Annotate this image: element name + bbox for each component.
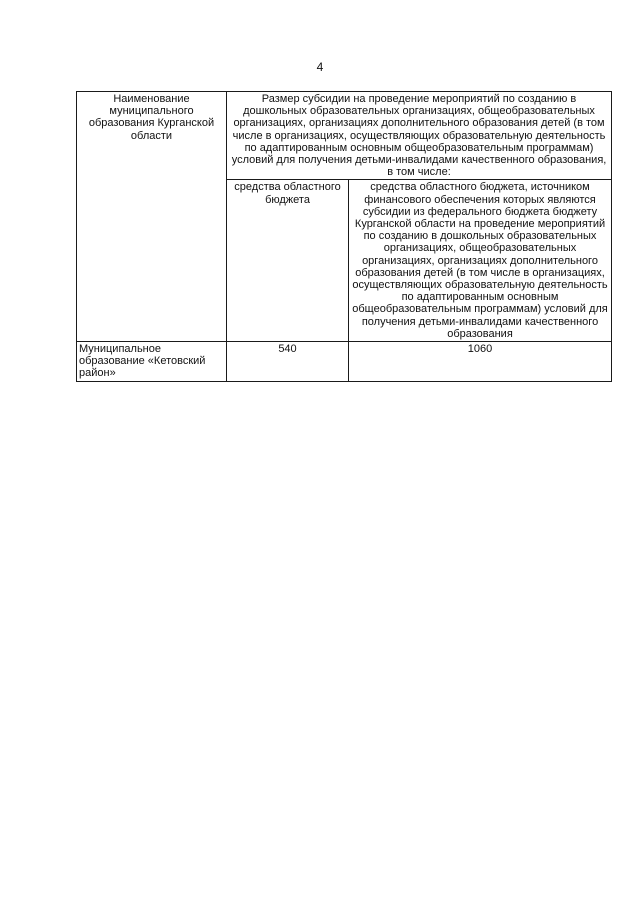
header-regional-budget: средства областного бюджета [227,180,349,342]
cell-municipality: Муниципальное образование «Кетовский район» [77,342,227,382]
table-row [77,342,612,382]
table-header-row-1 [77,92,612,180]
cell-regional-budget: 540 [227,342,349,382]
header-federal-cofinanced: средства областного бюджета, источником финансового обеспечения которых являются субсидии из федерального бюджета бюджету Курганской области на проведение мероприятий по созданию в дошкольных образовательных организациях, общеобразовательных организациях, организациях дополнительного образования детей (в том числе в организациях, осуществляющих образовательную деятельность по адаптированным основным общеобразовательным программам) условий для получения детьми-инвалидами качественного образования [349,180,612,342]
cell-federal-cofinanced: 1060 [349,342,612,382]
header-subsidy-amount: Размер субсидии на проведение мероприятий по созданию в дошкольных образовательных организациях, общеобразовательных организациях, организациях дополнительного образования детей (в том числе в организациях, осуществляющих образовательную деятельность по адаптированным основным общеобразовательным программам) условий для получения детьми-инвалидами качественного образования, в том числе: [227,92,612,180]
subsidy-table [76,91,612,382]
page-number: 4 [316,60,324,74]
header-municipality: Наименование муниципального образования Курганской области [77,92,227,342]
